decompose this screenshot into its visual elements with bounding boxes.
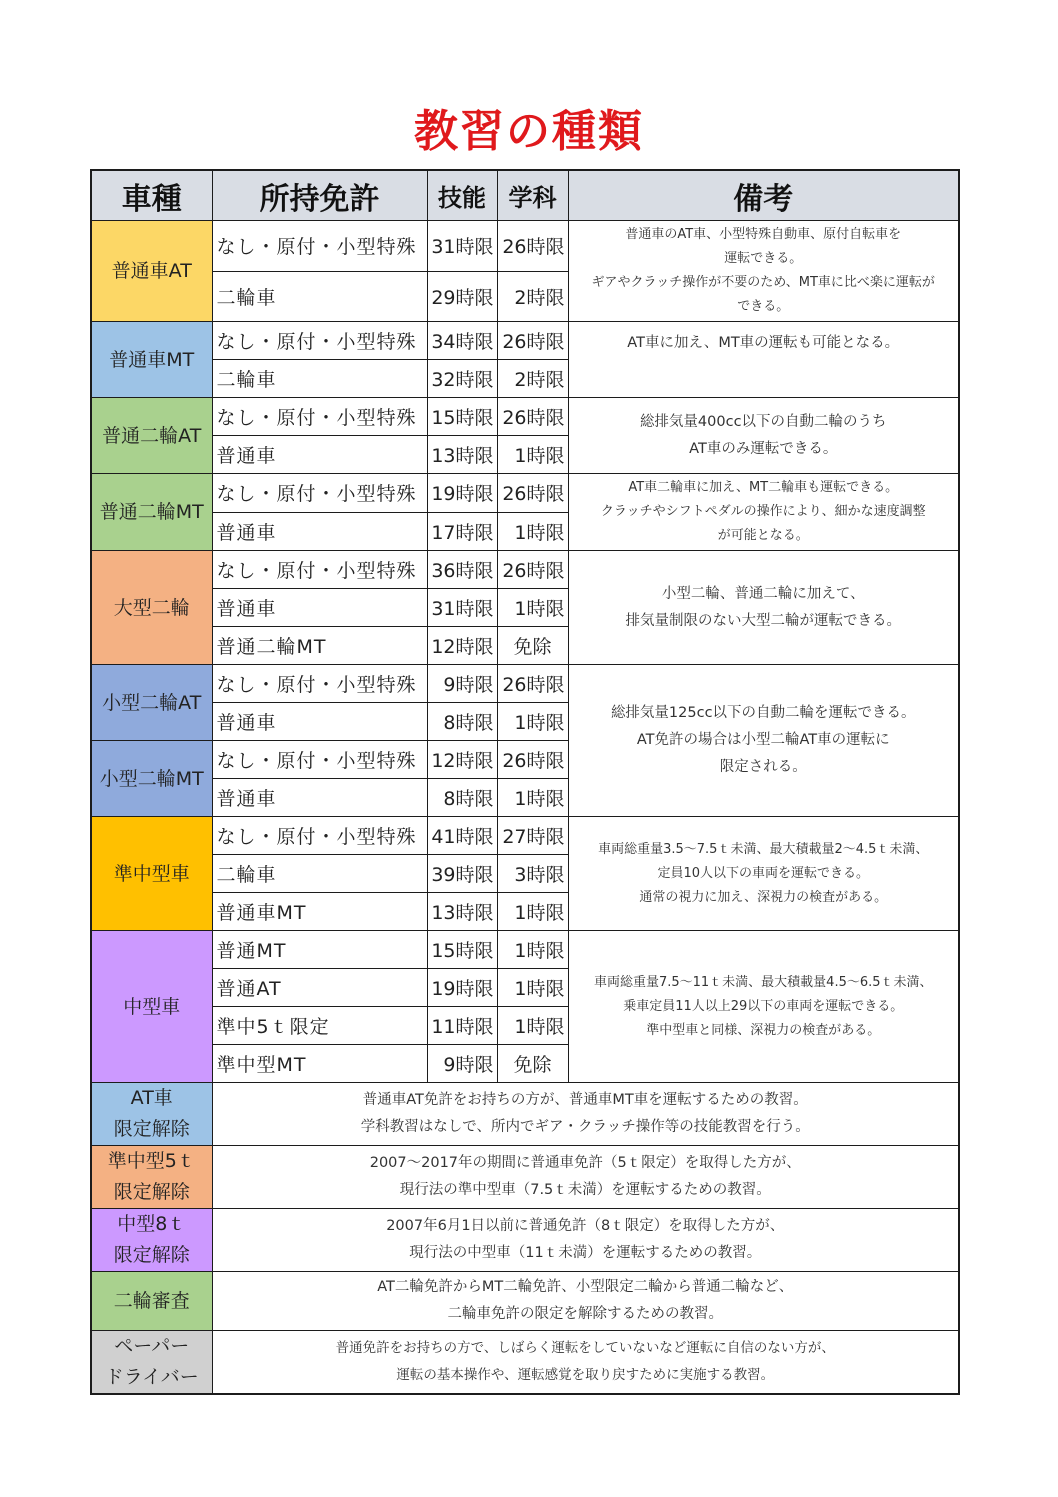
license-cell: なし・原付・小型特殊 (212, 741, 427, 779)
theory-cell: 1時限 (497, 589, 568, 627)
theory-cell: 1時限 (497, 969, 568, 1007)
license-cell: 普通車MT (212, 893, 427, 931)
skill-cell: 31時限 (427, 221, 497, 272)
license-cell: 普通車 (212, 589, 427, 627)
skill-cell: 15時限 (427, 931, 497, 969)
header-type: 車種 (91, 170, 212, 221)
license-cell: 二輪車 (212, 271, 427, 322)
theory-cell: 26時限 (497, 221, 568, 272)
license-cell: 普通MT (212, 931, 427, 969)
license-cell: 普通車 (212, 512, 427, 551)
skill-cell: 11時限 (427, 1007, 497, 1045)
license-cell: なし・原付・小型特殊 (212, 551, 427, 589)
license-cell: なし・原付・小型特殊 (212, 398, 427, 436)
skill-cell: 8時限 (427, 779, 497, 817)
skill-cell: 19時限 (427, 969, 497, 1007)
extra-row (91, 1331, 959, 1395)
theory-cell: 26時限 (497, 398, 568, 436)
header-skill: 技能 (427, 170, 497, 221)
theory-cell: 26時限 (497, 551, 568, 589)
vehicle-type: 準中型車 (91, 817, 212, 931)
theory-cell: 1時限 (497, 1007, 568, 1045)
skill-cell: 32時限 (427, 360, 497, 398)
license-cell: なし・原付・小型特殊 (212, 817, 427, 855)
license-cell: なし・原付・小型特殊 (212, 474, 427, 513)
extra-description: AT二輪免許からMT二輪免許、小型限定二輪から普通二輪など、 二輪車免許の限定を解除するための教習。 (212, 1272, 959, 1331)
license-cell: なし・原付・小型特殊 (212, 322, 427, 360)
theory-cell: 1時限 (497, 893, 568, 931)
skill-cell: 13時限 (427, 893, 497, 931)
theory-cell: 2時限 (497, 271, 568, 322)
skill-cell: 31時限 (427, 589, 497, 627)
skill-cell: 29時限 (427, 271, 497, 322)
skill-cell: 13時限 (427, 436, 497, 474)
skill-cell: 36時限 (427, 551, 497, 589)
theory-cell: 1時限 (497, 931, 568, 969)
header-row (91, 170, 959, 221)
notes-cell: 総排気量125cc以下の自動二輪を運転できる。 AT免許の場合は小型二輪AT車の運転に 限定される。 (568, 665, 959, 817)
notes-cell: AT車に加え、MT車の運転も可能となる。 (568, 322, 959, 398)
extra-description: 普通車AT免許をお持ちの方が、普通車MT車を運転するための教習。 学科教習はなしで、所内でギア・クラッチ操作等の技能教習を行う。 (212, 1083, 959, 1146)
extra-row (91, 1272, 959, 1331)
license-cell: 普通AT (212, 969, 427, 1007)
skill-cell: 12時限 (427, 741, 497, 779)
extra-description: 2007年6月1日以前に普通免許（8ｔ限定）を取得した方が、 現行法の中型車（11ｔ未満）を運転するための教習。 (212, 1209, 959, 1272)
extra-description: 2007～2017年の期間に普通車免許（5ｔ限定）を取得した方が、 現行法の準中型車（7.5ｔ未満）を運転するための教習。 (212, 1146, 959, 1209)
course-table (90, 169, 960, 1395)
vehicle-type: 普通車AT (91, 221, 212, 322)
license-cell: 普通車 (212, 779, 427, 817)
vehicle-type: 中型車 (91, 931, 212, 1083)
skill-cell: 12時限 (427, 627, 497, 665)
extra-type: AT車 限定解除 (91, 1083, 212, 1146)
notes-cell: 普通車のAT車、小型特殊自動車、原付自転車を 運転できる。 ギアやクラッチ操作が不要のため、MT車に比べ楽に運転が できる。 (568, 221, 959, 322)
table-row (91, 398, 959, 436)
table-row (91, 551, 959, 589)
notes-cell: 総排気量400cc以下の自動二輪のうち AT車のみ運転できる。 (568, 398, 959, 474)
vehicle-type: 普通車MT (91, 322, 212, 398)
theory-cell: 26時限 (497, 665, 568, 703)
license-cell: 普通二輪MT (212, 627, 427, 665)
header-notes: 備考 (568, 170, 959, 221)
license-cell: 二輪車 (212, 855, 427, 893)
theory-cell: 1時限 (497, 703, 568, 741)
notes-cell: 車両総重量7.5～11ｔ未満、最大積載量4.5～6.5ｔ未満、 乗車定員11人以上29以下の車両を運転できる。 準中型車と同様、深視力の検査がある。 (568, 931, 959, 1083)
license-cell: 普通車 (212, 436, 427, 474)
skill-cell: 34時限 (427, 322, 497, 360)
license-cell: 準中5ｔ限定 (212, 1007, 427, 1045)
extra-type: 中型8ｔ 限定解除 (91, 1209, 212, 1272)
theory-cell: 2時限 (497, 360, 568, 398)
table-row (91, 817, 959, 855)
vehicle-type: 小型二輪AT (91, 665, 212, 741)
extra-row (91, 1083, 959, 1146)
theory-cell: 1時限 (497, 779, 568, 817)
skill-cell: 15時限 (427, 398, 497, 436)
license-cell: 二輪車 (212, 360, 427, 398)
vehicle-type: 普通二輪MT (91, 474, 212, 551)
skill-cell: 9時限 (427, 1045, 497, 1083)
theory-cell: 1時限 (497, 512, 568, 551)
extra-type: 準中型5ｔ 限定解除 (91, 1146, 212, 1209)
table-row (91, 221, 959, 272)
table-row (91, 322, 959, 360)
table-row (91, 931, 959, 969)
skill-cell: 39時限 (427, 855, 497, 893)
theory-cell: 免除 (497, 627, 568, 665)
extra-row (91, 1209, 959, 1272)
theory-cell: 26時限 (497, 474, 568, 513)
skill-cell: 19時限 (427, 474, 497, 513)
extra-type: 二輪審査 (91, 1272, 212, 1331)
notes-cell: 車両総重量3.5～7.5ｔ未満、最大積載量2～4.5ｔ未満、 定員10人以下の車両を運転できる。 通常の視力に加え、深視力の検査がある。 (568, 817, 959, 931)
table-row (91, 665, 959, 703)
header-license: 所持免許 (212, 170, 427, 221)
theory-cell: 免除 (497, 1045, 568, 1083)
license-cell: 準中型MT (212, 1045, 427, 1083)
theory-cell: 1時限 (497, 436, 568, 474)
extra-description: 普通免許をお持ちの方で、しばらく運転をしていないなど運転に自信のない方が、 運転の基本操作や、運転感覚を取り戻すために実施する教習。 (212, 1331, 959, 1395)
theory-cell: 27時限 (497, 817, 568, 855)
notes-cell: AT車二輪車に加え、MT二輪車も運転できる。 クラッチやシフトペダルの操作により、細かな速度調整 が可能となる。 (568, 474, 959, 551)
license-cell: なし・原付・小型特殊 (212, 665, 427, 703)
vehicle-type: 普通二輪AT (91, 398, 212, 474)
extra-row (91, 1146, 959, 1209)
page-title: 教習の種類 (414, 106, 644, 157)
vehicle-type: 小型二輪MT (91, 741, 212, 817)
skill-cell: 9時限 (427, 665, 497, 703)
vehicle-type: 大型二輪 (91, 551, 212, 665)
theory-cell: 26時限 (497, 741, 568, 779)
skill-cell: 17時限 (427, 512, 497, 551)
table-row (91, 474, 959, 513)
extra-type: ペーパー ドライバー (91, 1331, 212, 1395)
notes-cell: 小型二輪、普通二輪に加えて、 排気量制限のない大型二輪が運転できる。 (568, 551, 959, 665)
skill-cell: 8時限 (427, 703, 497, 741)
skill-cell: 41時限 (427, 817, 497, 855)
theory-cell: 3時限 (497, 855, 568, 893)
license-cell: 普通車 (212, 703, 427, 741)
license-cell: なし・原付・小型特殊 (212, 221, 427, 272)
header-theory: 学科 (497, 170, 568, 221)
theory-cell: 26時限 (497, 322, 568, 360)
